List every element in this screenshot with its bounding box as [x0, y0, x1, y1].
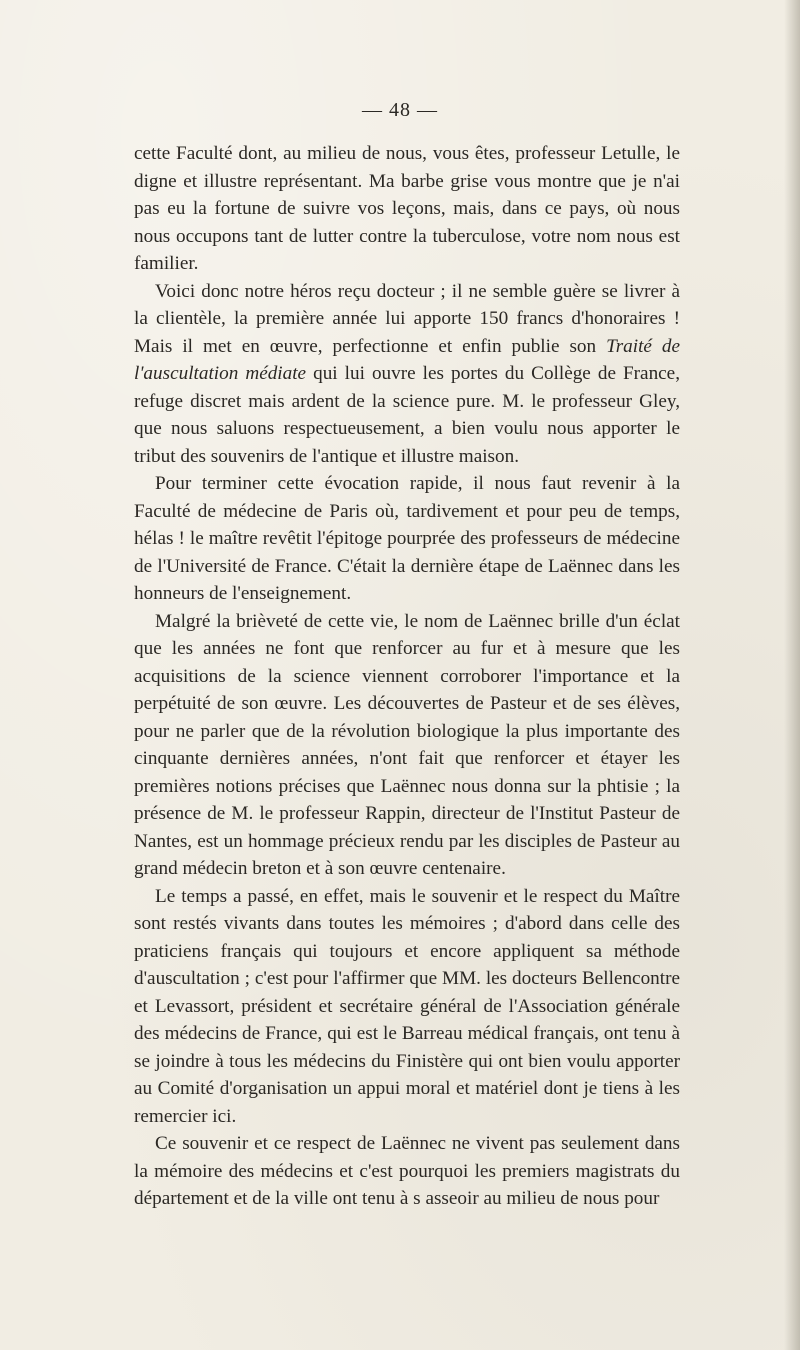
page-number: — 48 —: [362, 99, 438, 121]
body-text: [134, 140, 680, 1213]
paragraph-3: Pour terminer cette évocation rapide, il nous faut revenir à la Faculté de médecine de Paris où, tardivement et pour peu de temps, hélas ! le maître revêtit l'épitoge pourprée des professeurs de médecine de l'Université de France. C'était la dernière étape de Laënnec dans les honneurs de l'enseignement.: [134, 473, 680, 604]
paragraph-1: cette Faculté dont, au milieu de nous, vous êtes, professeur Letulle, le digne et illustre représentant. Ma barbe grise vous montre que je n'ai pas eu la fortune de suivre vos leçons, mais, dans ce pays, où nous nous occupons tant de lutter contre la tuberculose, votre nom nous est familier.: [134, 143, 680, 274]
page-edge-shadow: [784, 0, 800, 1350]
paragraph-6: Ce souvenir et ce respect de Laënnec ne vivent pas seulement dans la mémoire des médecins et c'est pourquoi les premiers magistrats du département et de la ville ont tenu à s asseoir au milieu de nous pour: [134, 1133, 680, 1209]
paragraph-2-after: qui lui ouvre les portes du Collège de France, refuge discret mais ardent de la science pure. M. le professeur Gley, que nous saluons respectueusement, a bien voulu nous apporter le tribut des souvenirs de l'antique et illustre maison.: [134, 363, 680, 467]
book-title: Traité de l'auscultation médiate: [134, 335, 681, 384]
paragraph-2: [134, 278, 680, 471]
paragraph-4: Malgré la brièveté de cette vie, le nom de Laënnec brille d'un éclat que les années ne font que renforcer au fur et à mesure que les acquisitions de la science viennent corroborer l'importance et la perpétuité de son œuvre. Les découvertes de Pasteur et de ses élèves, pour ne parler que de la révolution biologique la plus importante des cinquante dernières années, n'ont fait que renforcer et étayer les premières notions précises que Laënnec nous donna sur la phtisie ; la présence de M. le professeur Rappin, directeur de l'Institut Pasteur de Nantes, est un hommage précieux rendu par les disciples de Pasteur au grand médecin breton et à son œuvre centenaire.: [134, 610, 680, 879]
paragraph-5: Le temps a passé, en effet, mais le souvenir et le respect du Maître sont restés vivants dans toutes les mémoires ; d'abord dans celle des praticiens français qui toujours et encore appliquent sa méthode d'auscultation ; c'est pour l'affirmer que MM. les docteurs Bellencontre et Levassort, président et secrétaire général de l'Association générale des médecins de France, qui est le Barreau médical français, ont tenu à se joindre à tous les médecins du Finistère qui ont bien voulu apporter au Comité d'organisation un appui moral et matériel dont je tiens à les remercier ici.: [134, 885, 680, 1127]
paragraph-2-before: Voici donc notre héros reçu docteur ; il ne semble guère se livrer à la clientèle, la première année lui apporte 150 francs d'honoraires ! Mais il met en œuvre, perfectionne et enfin publie son: [134, 280, 680, 357]
